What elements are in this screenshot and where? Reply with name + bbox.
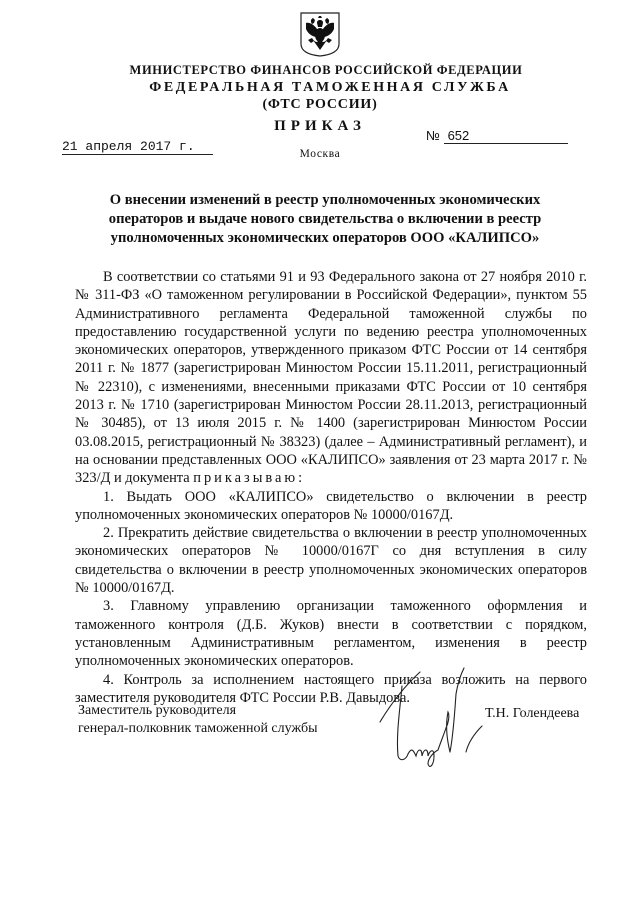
city: Москва	[299, 148, 341, 160]
preamble-paragraph	[75, 268, 587, 488]
russian-coat-of-arms-icon	[298, 10, 342, 58]
number-label: №	[426, 128, 440, 143]
document-type: ПРИКАЗ	[274, 118, 366, 134]
document-body	[75, 268, 587, 707]
signatory-name: Т.Н. Голендеева	[485, 706, 580, 721]
ministry-name: МИНИСТЕРСТВО ФИНАНСОВ РОССИЙСКОЙ ФЕДЕРАЦИИ	[129, 63, 523, 77]
title-line: уполномоченных экономических операторов ООО «КАЛИПСО»	[110, 230, 540, 246]
order-number	[426, 128, 568, 144]
position-line-1: Заместитель руководителя	[78, 703, 237, 718]
order-word: приказываю:	[193, 470, 306, 487]
title-line: О внесении изменений в реестр уполномоченных экономических	[109, 192, 541, 208]
order-item-2: 2. Прекратить действие свидетельства о включении в реестр уполномоченных экономических операторов № 10000/0167Г со дня вступления в силу свидетельства о включении в реестр уполномоченных экономических операторов № 10000/0167Д.	[75, 525, 587, 597]
document-title	[100, 191, 550, 248]
signatory-position	[78, 702, 317, 738]
order-item-3: 3. Главному управлению организации таможенного оформления и таможенного контроля (Д.Б. Жуков) внести в соответствии с порядком, установленным Административным регламентом, изменения в реестр уполномоченных экономических операторов.	[75, 598, 587, 670]
agency-short-name: (ФТС РОССИИ)	[262, 97, 378, 112]
order-item-1: 1. Выдать ООО «КАЛИПСО» свидетельство о включении в реестр уполномоченных экономических операторов № 10000/0167Д.	[75, 488, 587, 523]
handwritten-signature-icon	[372, 664, 492, 774]
number-value: 652	[444, 129, 568, 144]
title-line: операторов и выдаче нового свидетельства о включении в реестр	[108, 211, 542, 227]
agency-name: ФЕДЕРАЛЬНАЯ ТАМОЖЕННАЯ СЛУЖБА	[149, 80, 511, 95]
order-date: 21 апреля 2017 г.	[62, 140, 213, 155]
preamble-text: В соответствии со статьями 91 и 93 Федерального закона от 27 ноября 2010 г. № 311-ФЗ «О таможенном регулировании в Российской Федерации», пунктом 55 Административного регламента Федеральной таможенной службы по предоставлению государственной услуги по ведению реестра уполномоченных экономических операторов, утвержденного приказом ФТС России от 14 сентября 2011 г. № 1877 (зарегистрирован Минюстом России 15.11.2011, регистрационный № 22310), с изменениями, внесенными приказами ФТС России от 10 сентября 2013 г. № 1710 (зарегистрирован Минюстом России 28.11.2013, регистрационный № 30485), от 13 июля 2015 г. № 1400 (зарегистрирован Минюстом России 03.08.2015, регистрационный № 38323) (далее – Административный регламент), и на основании представленных ООО «КАЛИПСО» заявления от 23 марта 2017 г. № 323/Д и документа	[75, 269, 587, 487]
order-item-4: 4. Контроль за исполнением настоящего приказа возложить на первого заместителя руководителя ФТС России Р.В. Давыдова.	[75, 671, 587, 706]
position-line-2: генерал-полковник таможенной службы	[78, 721, 318, 736]
